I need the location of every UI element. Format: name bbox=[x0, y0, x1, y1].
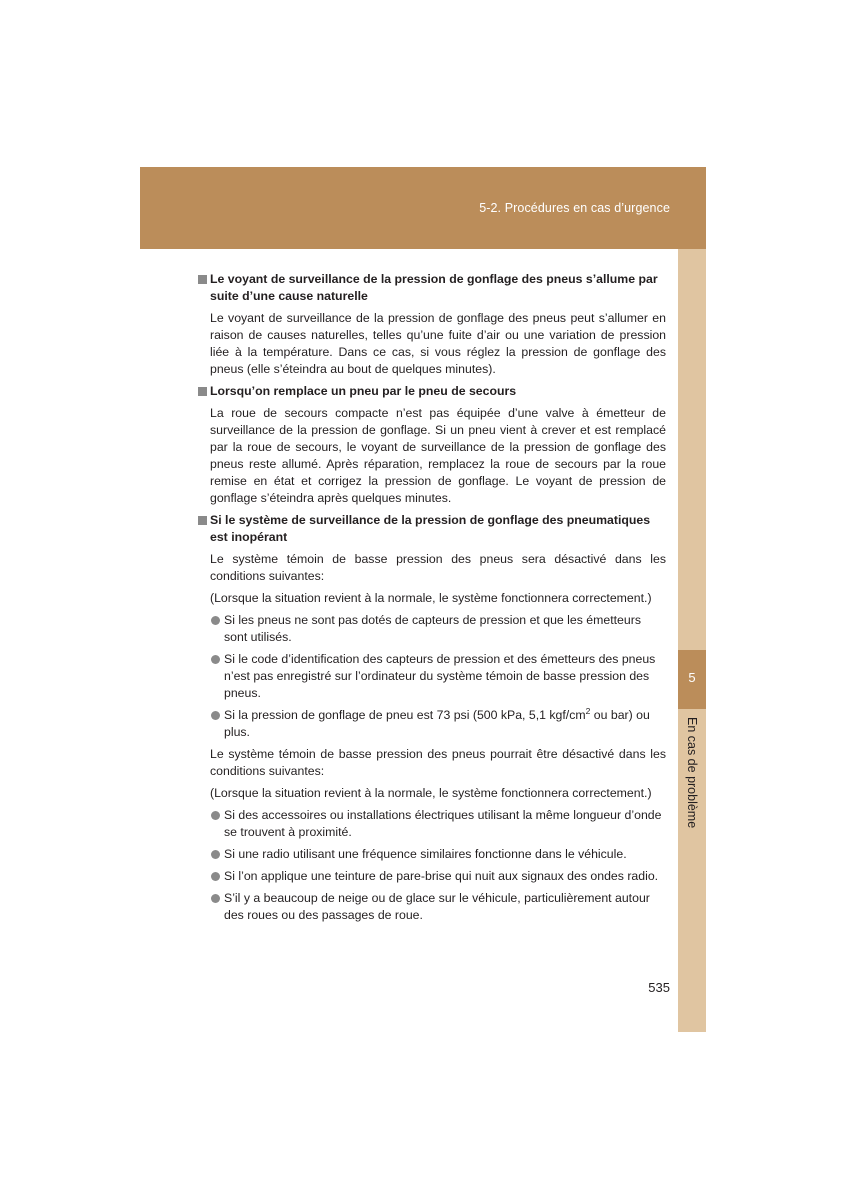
heading-text: Si le système de surveillance de la pression de gonflage des pneumatiques est inopérant bbox=[210, 513, 651, 544]
note-paragraph: (Lorsque la situation revient à la normale, le système fonctionnera correctement.) bbox=[210, 786, 652, 800]
list-item bbox=[210, 868, 666, 885]
list-item-text: Si une radio utilisant une fréquence similaires fonctionne dans le véhicule. bbox=[224, 847, 627, 861]
list-item-text: Si l’on applique une teinture de pare-brise qui nuit aux signaux des ondes radio. bbox=[224, 869, 659, 883]
list-item bbox=[210, 651, 666, 702]
heading-text: Lorsqu’on remplace un pneu par le pneu de secours bbox=[210, 384, 517, 398]
section-heading bbox=[196, 271, 666, 305]
round-bullet-icon bbox=[211, 850, 220, 859]
heading-text: Le voyant de surveillance de la pression de gonflage des pneus s’allume par suite d’une cause naturelle bbox=[210, 272, 658, 303]
body-paragraph: Le voyant de surveillance de la pression de gonflage des pneus peut s’allumer en raison de causes naturelles, telles qu’une fuite d’air ou une variation de pression liée à la température. Dans ce cas, si vous réglez la pression de gonflage des pneus (elle s’éteindra au bout de quelques minutes). bbox=[210, 311, 666, 376]
list-item bbox=[210, 612, 666, 646]
list-item bbox=[210, 846, 666, 863]
round-bullet-icon bbox=[211, 616, 220, 625]
list-item bbox=[210, 707, 666, 741]
section-heading bbox=[196, 512, 666, 546]
list-item-text: S’il y a beaucoup de neige ou de glace sur le véhicule, particulièrement autour des roues ou des passages de roue. bbox=[224, 891, 650, 922]
superscript: 2 bbox=[585, 706, 591, 716]
round-bullet-icon bbox=[211, 872, 220, 881]
list-item-text-part: ou bar) ou plus. bbox=[224, 708, 650, 739]
square-bullet-icon bbox=[198, 275, 207, 284]
list-item bbox=[210, 807, 666, 841]
header-band bbox=[140, 167, 706, 249]
square-bullet-icon bbox=[198, 387, 207, 396]
page-number: 535 bbox=[648, 980, 670, 995]
chapter-side-strip bbox=[678, 249, 706, 1032]
round-bullet-icon bbox=[211, 894, 220, 903]
section-title: 5-2. Procédures en cas d’urgence bbox=[479, 201, 670, 215]
body-paragraph: Le système témoin de basse pression des pneus sera désactivé dans les conditions suivantes: bbox=[210, 552, 666, 583]
round-bullet-icon bbox=[211, 711, 220, 720]
list-item bbox=[210, 890, 666, 924]
list-item-text: Si le code d’identification des capteurs de pression et des émetteurs des pneus n’est pas enregistré sur l’ordinateur du système témoin de basse pression des pneus. bbox=[224, 652, 656, 700]
page-content bbox=[196, 271, 666, 929]
note-paragraph: (Lorsque la situation revient à la normale, le système fonctionnera correctement.) bbox=[210, 591, 652, 605]
chapter-number-tab: 5 bbox=[678, 650, 706, 709]
chapter-label: En cas de problème bbox=[685, 717, 699, 829]
body-paragraph: Le système témoin de basse pression des pneus pourrait être désactivé dans les conditions suivantes: bbox=[210, 747, 666, 778]
round-bullet-icon bbox=[211, 811, 220, 820]
list-item-text: Si les pneus ne sont pas dotés de capteurs de pression et que les émetteurs sont utilisés. bbox=[224, 613, 641, 644]
section-heading bbox=[196, 383, 666, 400]
list-item-text-part: Si la pression de gonflage de pneu est 73 psi (500 kPa, 5,1 kgf/cm bbox=[224, 708, 586, 722]
body-paragraph: La roue de secours compacte n’est pas équipée d’une valve à émetteur de surveillance de la pression de gonflage. Si un pneu vient à crever et est remplacé par la roue de secours, le voyant de surveillance de la pression de gonflage des pneus reste allumé. Après réparation, remplacez la roue de secours par la roue remise en état et corrigez la pression de gonflage. Le voyant de pression de gonflage s’éteindra après quelques minutes. bbox=[210, 406, 666, 505]
list-item-text: Si des accessoires ou installations électriques utilisant la même longueur d’onde se trouvent à proximité. bbox=[224, 808, 662, 839]
round-bullet-icon bbox=[211, 655, 220, 664]
square-bullet-icon bbox=[198, 516, 207, 525]
